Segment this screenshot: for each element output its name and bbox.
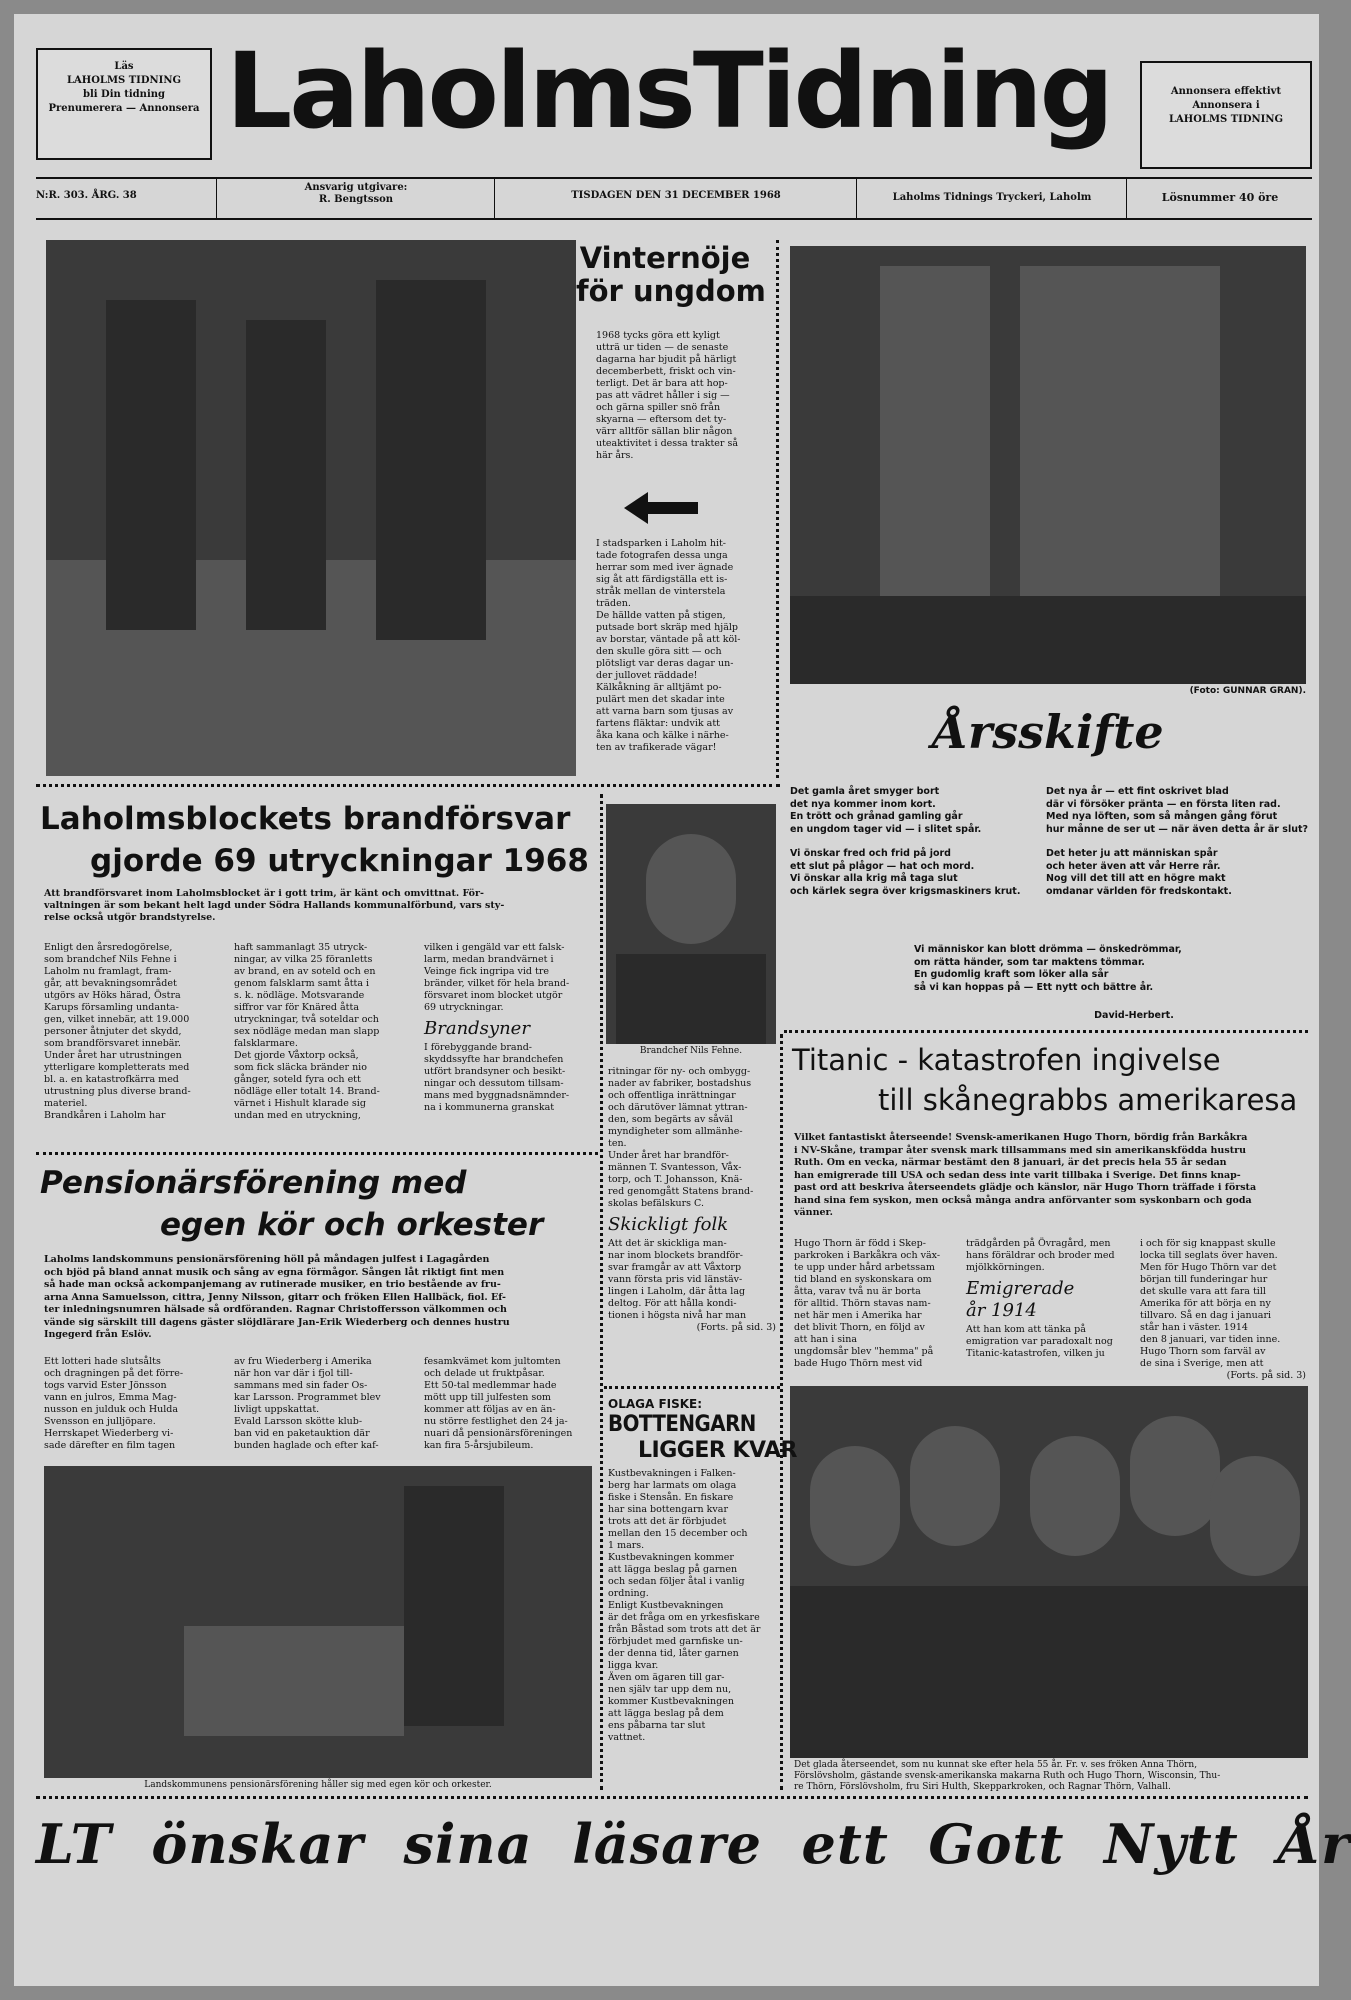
brand-text-line: Det gjorde Våxtorp också, [234,1050,359,1061]
infobar-divider [216,179,217,218]
brand-text-line: materiel. [44,1098,88,1109]
poem-line: Nog vill det till att en högre makt [1046,873,1226,884]
brand-text-line: 69 utryckningar. [424,1002,504,1013]
titanic-text-line: emigration var paradoxalt nog [966,1336,1113,1347]
pension-text-line: kar Larsson. Programmet blev [234,1392,381,1403]
titanic-text-line: Titanic-katastrofen, vilken ju [966,1348,1105,1359]
pension-lead [44,1254,590,1346]
brand-text-line: utryckningar, två soteldar och [234,1014,379,1025]
brand-text-line: bl. a. en katastrofkärra med [44,1074,179,1085]
pension-text-line: sade därefter en film tagen [44,1440,176,1451]
titanic-text-line: i och för sig knappast skulle [1140,1238,1276,1249]
masthead-left-box [36,48,212,160]
pension-text-line: vann en julros, Emma Mag- [44,1392,177,1403]
vinter-lead-line: pas att vädret håller i sig — [596,390,730,401]
brand-text-line: som brandchef Nils Fehne i [44,954,177,965]
titanic-text-line: tillvaro. Så en dag i januari [1140,1310,1272,1321]
brand-col1 [44,942,224,1142]
pension-lead-line: Laholms landskommuns pensionärsförening höll på måndagen julfest i Lagagården [44,1254,490,1265]
pension-col2 [234,1356,414,1458]
titanic-text-line: bade Hugo Thörn mest vid [794,1358,923,1369]
pension-text-line: av fru Wiederberg i Amerika [234,1356,372,1367]
brand-headline-line: Laholmsblockets brandförsvar [40,801,571,837]
titanic-text-line: Hugo Thorn som farväl av [1140,1346,1266,1357]
brand-text-line: ritningar för ny- och ombygg- [608,1066,751,1077]
brand-text-line: gånger, soteld fyra och ett [234,1074,361,1085]
column-separator [776,240,779,778]
titanic-text-line: åtta, varav två nu är borta [794,1286,921,1297]
poem-line: Vi önskar alla krig må taga slut [790,873,958,884]
brand-text-line: Att det är skickliga man- [608,1238,727,1249]
arrow-left-icon [624,490,700,526]
editor-info [218,182,494,206]
titanic-text-line: te upp under hård arbetssam [794,1262,935,1273]
poem-line: En trött och grånad gamling går [790,811,963,822]
vinter-body-line: av borstar, väntade på att köl- [596,634,741,645]
olaga-fiske-article [608,1396,797,1792]
brand-text-line: nödläge eller totalt 14. Brand- [234,1086,380,1097]
titanic-lead [794,1132,1306,1224]
section-rule [36,784,780,787]
brand-text-line: Enligt den årsredogörelse, [44,942,173,953]
brand-text-line: utrustning plus diverse brand- [44,1086,191,1097]
brand-text-line: deltog. För att hålla kondi- [608,1298,737,1309]
vinter-body-line: ten av trafikerade vägar! [596,742,717,753]
titanic-text-line: den 8 januari, var tiden inne. [1140,1334,1281,1345]
olaga-text-line: ligga kvar. [608,1660,659,1671]
issue-price: Lösnummer 40 öre [1161,191,1279,204]
caption-line: Det glada återseendet, som nu kunnat ske efter hela 55 år. Fr. v. ses fröken Anna Thörn, [794,1760,1198,1770]
vinter-headline [576,241,766,308]
vinter-body-line: att varna barn som tjusas av [596,706,734,717]
olaga-headline-line: BOTTENGARN [608,1412,756,1437]
brand-text-line: vilken i gengäld var ett falsk- [424,942,565,953]
new-year-greeting: LT önskar sina läsare ett Gott Nytt År [36,1812,1351,1876]
titanic-text-line: står han i väster. 1914 [1140,1322,1248,1333]
poem-line: Det nya år — ett fint oskrivet blad [1046,786,1229,797]
pension-text-line: och dragningen på det förre- [44,1368,184,1379]
newspaper-page [14,14,1351,1986]
olaga-text-line: Enligt Kustbevakningen [608,1600,724,1611]
vinter-body-line: stråk mellan de vinterstela [596,586,726,597]
vinter-body-line: pulärt men det skadar inte [596,694,725,705]
brand-headline-line: gjorde 69 utryckningar 1968 [90,843,589,879]
olaga-text-line: nen själv tar upp dem nu, [608,1684,732,1695]
titanic-headline [792,1040,1308,1120]
pension-text-line: Herrskapet Wiederberg vi- [44,1428,174,1439]
brand-text-line: torp, och T. Johansson, Knä- [608,1174,743,1185]
masthead-left-line: LAHOLMS TIDNING [66,75,182,86]
poem-line: Det gamla året smyger bort [790,786,940,797]
brand-text-line: bränder, vilket för hela brand- [424,978,570,989]
pension-lead-line: Ingegerd från Eslöv. [44,1329,152,1340]
pension-col1 [44,1356,224,1458]
brand-text-line: och offentliga inrättningar [608,1090,736,1101]
pension-lead-line: ter inledningsnumren hälsade så ordföranden. Ragnar Christoffersson välkommen och [44,1304,507,1315]
printer-info: Laholms Tidnings Tryckeri, Laholm [892,192,1092,203]
titanic-col1 [794,1238,956,1378]
brand-text-line: falsklarmare. [234,1038,298,1049]
issue-date: TISDAGEN DEN 31 DECEMBER 1968 [571,190,781,201]
arsskifte-closing [914,944,1214,998]
vinter-headline-line: Vinternöje [579,241,751,275]
column-separator [780,1034,783,1790]
brand-text-line: Laholm nu framlagt, fram- [44,966,172,977]
titanic-lead-line: Vilket fantastiskt återseende! Svensk-amerikanen Hugo Thorn, bördig från Barkåkra [794,1132,1248,1143]
brand-text-line: som brandförsvaret innebär. [44,1038,181,1049]
brand-text-line: männen T. Svantesson, Våx- [608,1162,742,1173]
pension-headline-line: Pensionärsförening med [40,1165,467,1201]
olaga-text-line: och sedan följer åtal i vanlig [608,1576,745,1587]
infobar-divider [856,179,857,218]
titanic-text-line: det blivit Thorn, en följd av [794,1322,925,1333]
olaga-text-line: der denna tid, låter garnen [608,1648,739,1659]
brand-text-line: ningar och dessutom tillsam- [424,1078,564,1089]
titanic-text-line: parkroken i Barkåkra och väx- [794,1250,941,1261]
titanic-photo-caption [794,1760,1306,1796]
olaga-text-line: ordning. [608,1588,649,1599]
pension-lead-line: vände sig särskilt till dagens gäster slöjdlärare Jan-Erik Wiederberg och dennes hustru [44,1316,510,1328]
olaga-text-line: 1 mars. [608,1540,645,1551]
vinter-lead [596,330,740,480]
poem-line: ett slut på plågor — hat och mord. [790,860,975,872]
infobar-rule-bottom [36,218,1312,220]
vinter-lead-line: decemberbett, friskt och vin- [596,366,736,377]
titanic-text-line: hans föräldrar och broder med [966,1250,1115,1261]
poem-line: och heter även att vår Herre rår. [1046,860,1221,872]
vinter-lead-line: värr alltför sällan blir någon [596,426,733,437]
vinter-headline-line: för ungdom [576,274,766,308]
olaga-text-line: berg har larmats om olaga [608,1480,737,1491]
brand-text-line: av brand, en av soteld och en [234,966,376,977]
portrait-caption: Brandchef Nils Fehne. [639,1046,743,1056]
vinter-body-line: herrar som med iver ägnade [596,562,734,573]
vinter-lead-line: terligt. Det är bara att hop- [596,378,728,389]
titanic-headline-line: till skånegrabbs amerikaresa [878,1083,1298,1117]
brand-continuation [608,1066,776,1384]
titanic-text-line: tid bland en syskonskara om [794,1274,932,1285]
brand-lead-line: relse också utgör brandstyrelse. [44,912,216,923]
arsskifte-title: Årsskifte [932,705,1164,759]
infobar-divider [1126,179,1127,218]
titanic-text-line: ungdomsår blev "hemma" på [794,1346,934,1357]
olaga-body [608,1468,776,1768]
titanic-subhead: Emigrerade [966,1278,1075,1299]
brand-text-line: Karups församling undanta- [44,1002,179,1013]
infobar-divider [494,179,495,218]
photo-church-window [790,246,1306,684]
arsskifte-left-poem [790,786,1040,936]
olaga-text-line: från Båstad som trots att det är [608,1624,761,1635]
column-separator [600,794,603,1790]
editor-label: Ansvarig utgivare: [304,182,408,193]
brand-text-line: som fick släcka bränder nio [234,1062,367,1073]
brand-text-line: mans med byggnadsnämnder- [424,1090,570,1101]
brand-text-line: sex nödläge medan man slapp [234,1026,380,1037]
masthead-right-line: Annonsera i [1192,100,1260,111]
section-rule [784,1030,1308,1033]
titanic-text-line: början till funderingar hur [1140,1274,1268,1285]
olaga-text-line: vattnet. [608,1732,646,1743]
photo-boys-watering-ice [46,240,576,776]
brand-text-line: gen, vilket innebär, att 19.000 [44,1014,190,1025]
brand-text-line: ytterligare kompletterats med [44,1062,190,1073]
poem-line: Vi människor kan blott drömma — önskedrömmar, [914,944,1182,955]
vinter-body-line: sig åt att färdigställa ett is- [596,574,728,585]
titanic-lead-line: past ord att beskriva återseendets glädje och känslor, när Hugo Thorn träffade i första [794,1182,1257,1193]
olaga-kicker: OLAGA FISKE: [608,1397,703,1411]
titanic-text-line: för alltid. Thörn stavas nam- [794,1298,931,1309]
brand-text-line: utgörs av Höks härad, Östra [44,990,181,1001]
olaga-text-line: att lägga beslag på dem [608,1708,724,1719]
vinter-lead-line: 1968 tycks göra ett kyligt [596,330,720,341]
pension-headline-line: egen kör och orkester [160,1207,544,1243]
titanic-col3 [1140,1238,1306,1381]
poem-line: där vi försöker präntа — en första liten rad. [1046,798,1281,810]
masthead-right-box [1140,61,1312,169]
vinter-lead-line: utträ ur tiden — de senaste [596,342,729,353]
titanic-subhead: år 1914 [966,1300,1037,1321]
brand-text-line: Brandkåren i Laholm har [44,1110,166,1121]
poem-line: hur månne de ser ut — när även detta år är slut? [1046,823,1309,835]
brand-text-line: ten. [608,1138,627,1149]
poem-line: om rätta händer, som tar maktens tömmar. [914,956,1145,968]
pension-text-line: Ett 50-tal medlemmar hade [424,1380,557,1391]
brand-text-line: tionen i högsta nivå har man [608,1310,747,1321]
titanic-text-line: Amerika för att börja en ny [1140,1298,1271,1309]
masthead-left-line: Prenumerera — Annonsera [48,103,200,114]
brand-text-line: vann första pris vid länstäv- [608,1274,743,1285]
photo-thorn-family-reunion [790,1386,1308,1758]
poem-line: En gudomlig kraft som löker allа sår [914,969,1109,980]
olaga-text-line: ens påbarna tar slut [608,1720,706,1731]
editor-name: R. Bengtsson [318,194,394,205]
vinter-lead-line: skyarna — eftersom det ty- [596,414,727,425]
olaga-text-line: Även om ägaren till gar- [608,1672,725,1683]
brand-text-line: genom falsklarm samt åtta i [234,978,370,989]
brand-text-line: den, som begärts av såväl [608,1114,733,1125]
titanic-text-line: det skulle vara att fara till [1140,1286,1266,1297]
vinter-body-line: den skulle göra sitt — och [596,646,722,657]
masthead-left-line: bli Din tidning [82,89,166,100]
brand-text-line: personer åtnjuter det skydd, [44,1026,182,1037]
poem-spacer [790,836,1040,848]
section-rule [36,1796,1308,1799]
brand-text-line: och därutöver lämnat yttran- [608,1102,748,1113]
brand-text-line: lingen i Laholm, där åtta lag [608,1286,746,1297]
poem-line: Vi önskar fred och frid på jord [790,848,951,859]
titanic-lead-line: Ruth. Om en vecka, närmar bestämt den 8 januari, är det precis hela 55 år sedan [794,1157,1227,1168]
vinter-lead-line: och gärna spiller snö från [596,402,721,413]
photo-pensioner-choir [44,1466,592,1778]
arsskifte-right-poem [1046,786,1308,936]
brand-lead-line: Att brandförsvaret inom Laholmsblocket är i gott trim, är känt och omvittnat. För- [44,888,484,899]
pension-text-line: nu större festlighet den 24 ja- [424,1416,568,1427]
pension-text-line: och delade ut fruktpåsar. [424,1368,545,1379]
titanic-text-line: Att han kom att tänka på [966,1324,1086,1335]
pension-text-line: togs varvid Ester Jönsson [44,1380,167,1391]
brand-text-line: na i kommunerna granskat [424,1102,555,1113]
brand-text-line: utfört brandsyner och besikt- [424,1066,566,1077]
titanic-text-line: mjölkkörningen. [966,1262,1045,1273]
brand-text-line: skolas befälskurs C. [608,1198,705,1209]
pension-col3 [424,1356,596,1458]
poem-line: Det heter ju att människan spår [1046,848,1218,859]
pension-text-line: sammans med sin fader Os- [234,1380,368,1391]
masthead-right-line: Annonsera effektivt [1170,86,1282,97]
brand-text-line: undan med en utryckning, [234,1110,361,1121]
vinter-body-line: tade fotografen dessa unga [596,550,728,561]
olaga-text-line: kommer Kustbevakningen [608,1696,734,1707]
olaga-text-line: Kustbevakningen kommer [608,1552,734,1563]
titanic-text-line: Hugo Thorn är född i Skep- [794,1238,926,1249]
vinter-lead-line: här års. [596,450,634,461]
vinter-lead-line: dagarna har bjudit på härligt [596,354,737,365]
titanic-lead-line: i NV-Skåne, trampar åter svensk mark tillsammans med sin amerikanskfödda hustru [794,1144,1246,1156]
continued-reference[interactable]: (Forts. på sid. 3) [1226,1370,1306,1381]
brand-text-line: värnet i Hishult klarade sig [234,1098,366,1109]
continued-reference[interactable]: (Forts. på sid. 3) [696,1322,776,1333]
brand-text-line: s. k. nödläge. Motsvarande [234,990,365,1001]
vinter-lead-line: uteaktivitet i dessa trakter så [596,438,739,449]
brand-text-line: försvaret inom blocket utgör [424,990,563,1001]
caption-line: Förslövsholm, gästande svensk-amerikanska makarna Ruth och Hugo Thorn, Wisconsin, Thu- [794,1771,1221,1781]
olaga-text-line: mellan den 15 december och [608,1528,748,1539]
vinter-body-line: Kälkåkning är alltjämt po- [596,682,722,693]
brand-text-line: ningar, av vilka 25 föranletts [234,954,373,965]
olaga-text-line: att lägga beslag på garnen [608,1564,738,1575]
vinter-body-line: fartens fläktar: undvik att [596,718,720,729]
pension-text-line: Svensson en julljöpare. [44,1416,156,1427]
poem-line: Med nya löften, som så mången gång förut [1046,811,1278,822]
olaga-text-line: fiske i Stensån. En fiskare [608,1492,734,1503]
masthead-title: LaholmsTidning [226,30,1112,152]
titanic-col2 [966,1238,1130,1378]
vinter-body-line: De hällde vatten på stigen, [596,610,726,621]
brand-text-line: skyddssyfte har brandchefen [424,1054,564,1065]
pension-lead-line: och bjöd på bland annat musik och sång av egna förmågor. Sången låt riktigt fint men [44,1266,505,1278]
pension-text-line: bunden haglade och efter kaf- [234,1440,379,1451]
vinter-body-line: träden. [596,598,631,609]
olaga-text-line: förbjudet med garnfiske un- [608,1636,743,1647]
titanic-text-line: trädgården på Övragård, men [966,1238,1111,1249]
issue-number: N:R. 303. ÅRG. 38 [36,190,137,201]
titanic-text-line: de sina i Sverige, men att [1140,1358,1264,1369]
section-rule [36,1152,598,1155]
brand-col2 [234,942,414,1142]
olaga-text-line: har sina bottengarn kvar [608,1504,728,1515]
brand-text-line: svar framgår av att Våxtorp [608,1262,742,1273]
olaga-text-line: trots att det är förbjudet [608,1516,727,1527]
brand-subhead: Brandsyner [424,1018,530,1039]
brand-text-line: Under året har brandför- [608,1150,729,1161]
titanic-lead-line: hand sina fem syskon, men också många andra anförvanter som syskonbarn och goda [794,1194,1252,1206]
vinter-body-line: putsade bort skräp med hjälp [596,622,738,633]
photo-portrait-fire-chief [606,804,776,1044]
pension-lead-line: så hade man också ackompanjemang av rutinerade musiker, en trio bestående av fru- [44,1279,501,1290]
titanic-text-line: locka till seglats över haven. [1140,1250,1278,1261]
pension-text-line: kommer att följas av en än- [424,1404,556,1415]
poem-line: så vi kan hoppas på — Ett nytt och bättre år. [914,981,1154,993]
brand-headline [40,798,600,882]
brand-text-line: siffror var för Knäred åtta [234,1002,359,1013]
pension-text-line: när hon var där i fjol till- [234,1368,353,1379]
photo-credit: (Foto: GUNNAR GRAN). [1189,686,1306,696]
vinter-body [596,538,740,778]
brand-text-line: myndigheter som allmänhe- [608,1126,743,1137]
brand-subhead: Skickligt folk [608,1214,729,1235]
vinter-body-line: I stadsparken i Laholm hit- [596,538,727,549]
pension-text-line: ban vid en paketauktion där [234,1428,370,1439]
olaga-text-line: är det fråga om en yrkesfiskare [608,1612,760,1623]
titanic-lead-line: han emigrerade till USA och sedan dess inte varit tillbaka i Sverige. Det finns knap- [794,1169,1241,1181]
pension-text-line: Ett lotteri hade slutsålts [44,1356,161,1367]
brand-text-line: går, att bevakningsområdet [44,978,177,989]
brand-text-line: nader av fabriker, bostadshus [608,1078,752,1089]
titanic-lead-line: vänner. [794,1207,833,1218]
poem-line: det nya kommer inom kort. [790,798,936,810]
poem-line: omdanar världen för fredskontakt. [1046,885,1232,897]
brand-col3 [424,942,596,1142]
pension-headline [40,1162,600,1246]
brand-text-line: I förebyggande brand- [424,1042,532,1053]
brand-lead [44,888,590,930]
brand-text-line: nar inom blockets brandför- [608,1250,743,1261]
section-rule [604,1386,780,1389]
brand-text-line: haft sammanlagt 35 utryck- [234,942,368,953]
brand-text-line: Under året har utrustningen [44,1050,182,1061]
poem-author: David-Herbert. [1094,1010,1174,1021]
vinter-body-line: der jullovet räddade! [596,670,698,681]
poem-spacer [1046,836,1308,848]
pension-text-line: mött upp till julfesten som [424,1392,551,1403]
pension-text-line: livligt uppskattat. [234,1404,320,1415]
brand-text-line: larm, medan brandvärnet i [424,954,554,965]
caption-line: re Thörn, Förslövsholm, fru Siri Hulth, Skepparkroken, och Ragnar Thörn, Valhall. [794,1782,1171,1792]
masthead-right-line: LAHOLMS TIDNING [1168,114,1284,125]
poem-line: och kärlek segra över krigsmaskiners krut. [790,885,1021,897]
vinter-body-line: plötsligt var deras dagar un- [596,658,734,669]
olaga-headline-line: LIGGER KVAR [638,1438,797,1463]
titanic-text-line: Men för Hugo Thörn var det [1140,1262,1277,1273]
poem-line: en ungdom tager vid — i slitet spår. [790,823,982,835]
titanic-text-line: net här men i Amerika har [794,1310,922,1321]
pension-lead-line: arna Anna Samuelsson, cittra, Jenny Nilsson, gitarr och fröken Ellen Hallbäck, fiol. Ef- [44,1291,506,1303]
vinter-body-line: åka kana och kälke i närhe- [596,730,729,741]
brand-lead-line: valtningen är som bekant helt lagd under Södra Hallands kommunalförbund, vars sty- [44,900,505,911]
pension-photo-caption: Landskommunens pensionärsförening håller sig med egen kör och orkester. [144,1780,492,1790]
olaga-text-line: Kustbevakningen i Falken- [608,1468,736,1479]
infobar-rule-top [36,177,1312,179]
masthead-left-line: Läs [114,61,134,72]
brand-text-line: Veinge fick ingripa vid tre [424,966,549,977]
pension-text-line: nuari då pensionärsföreningen [424,1428,573,1439]
brand-text-line: red genomgått Statens brand- [608,1186,754,1197]
pension-text-line: kan fira 5-årsjubileum. [424,1440,534,1451]
titanic-text-line: att han i sina [794,1334,857,1345]
titanic-headline-line: Titanic - katastrofen ingivelse [792,1043,1221,1077]
pension-text-line: nusson en julduk och Hulda [44,1404,179,1415]
pension-text-line: fesamkvämet kom jultomten [424,1356,561,1367]
pension-text-line: Evald Larsson skötte klub- [234,1416,363,1427]
